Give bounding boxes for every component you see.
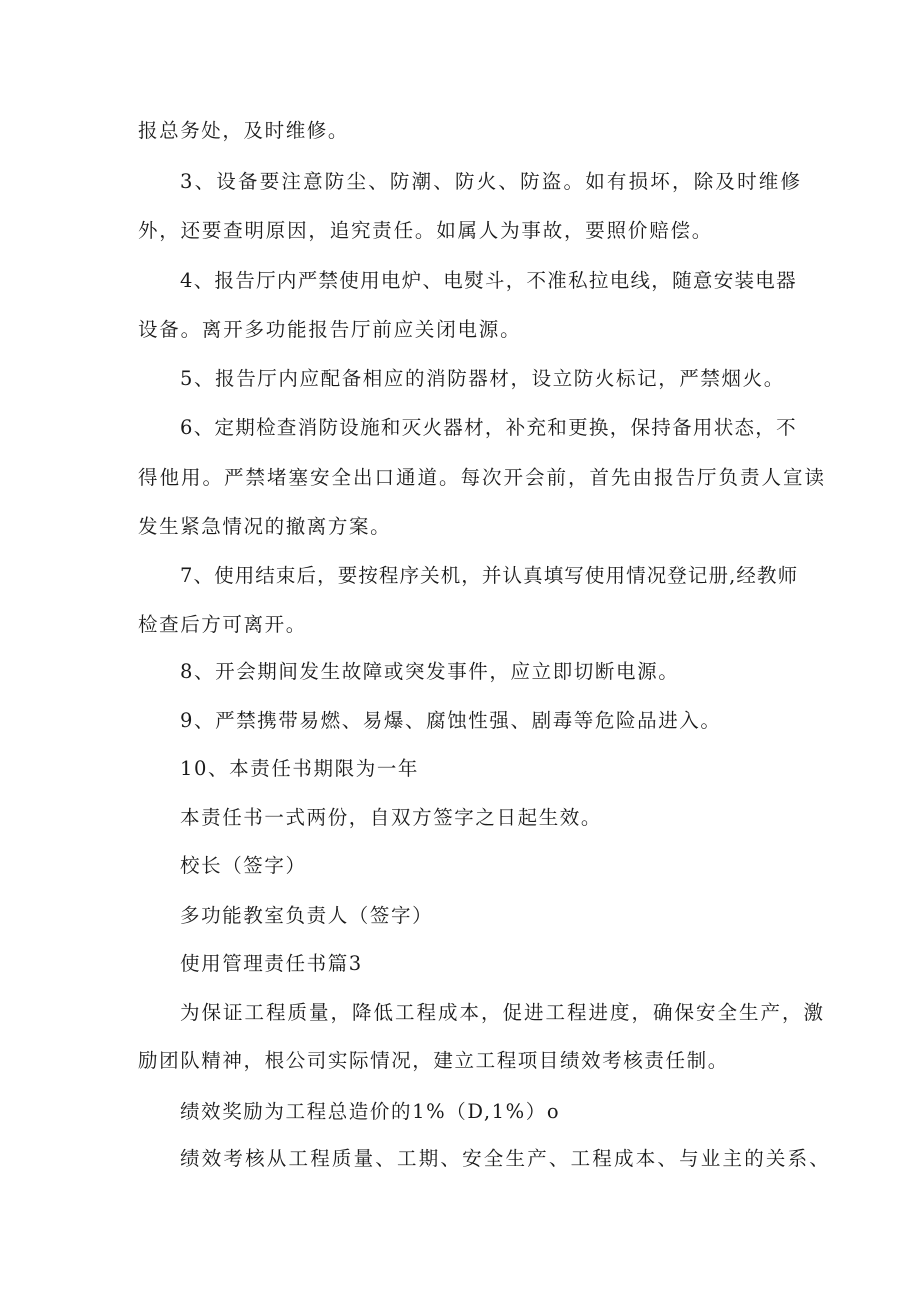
- signature-line-principal: 校长（签字）: [180, 854, 307, 877]
- text-line: 外，还要查明原因，追究责任。如属人为事故，要照价赔偿。: [138, 219, 714, 242]
- text-line: 得他用。严禁堵塞安全出口通道。每次开会前，首先由报告厅负责人宣读: [138, 466, 827, 489]
- text-line: 报总务处，及时维修。: [138, 119, 350, 142]
- text-line: 4、报告厅内严禁使用电炉、电熨斗，不准私拉电线，随意安装电器: [180, 269, 797, 292]
- text-line: 本责任书一式两份，自双方签字之日起生效。: [180, 806, 603, 829]
- text-line: 6、定期检查消防设施和灭火器材，补充和更换，保持备用状态，不: [180, 416, 797, 439]
- text-line: 5、报告厅内应配备相应的消防器材，设立防火标记，严禁烟火。: [180, 367, 785, 390]
- text-line: 绩效奖励为工程总造价的1%（D,1%）o: [180, 1100, 561, 1123]
- section-heading: 使用管理责任书篇3: [180, 952, 363, 975]
- text-line: 发生紧急情况的撤离方案。: [138, 515, 392, 538]
- text-line: 检查后方可离开。: [138, 613, 307, 636]
- text-line: 9、严禁携带易燃、易爆、腐蚀性强、剧毒等危险品进入。: [180, 709, 722, 732]
- text-line: 7、使用结束后，要按程序关机，并认真填写使用情况登记册,经教师: [180, 564, 799, 587]
- text-line: 设备。离开多功能报告厅前应关闭电源。: [138, 318, 522, 341]
- signature-line-manager: 多功能教室负责人（签字）: [180, 904, 434, 927]
- text-line: 绩效考核从工程质量、工期、安全生产、工程成本、与业主的关系、: [180, 1147, 832, 1170]
- text-line: 为保证工程质量，降低工程成本，促进工程进度，确保安全生产，激: [180, 1001, 826, 1024]
- text-line: 3、设备要注意防尘、防潮、防火、防盗。如有损坏，除及时维修: [180, 170, 803, 193]
- text-line: 8、开会期间发生故障或突发事件，应立即切断电源。: [180, 660, 680, 683]
- text-line: 励团队精神，根公司实际情况，建立工程项目绩效考核责任制。: [138, 1049, 729, 1072]
- text-line: 10、本责任书期限为一年: [180, 757, 420, 780]
